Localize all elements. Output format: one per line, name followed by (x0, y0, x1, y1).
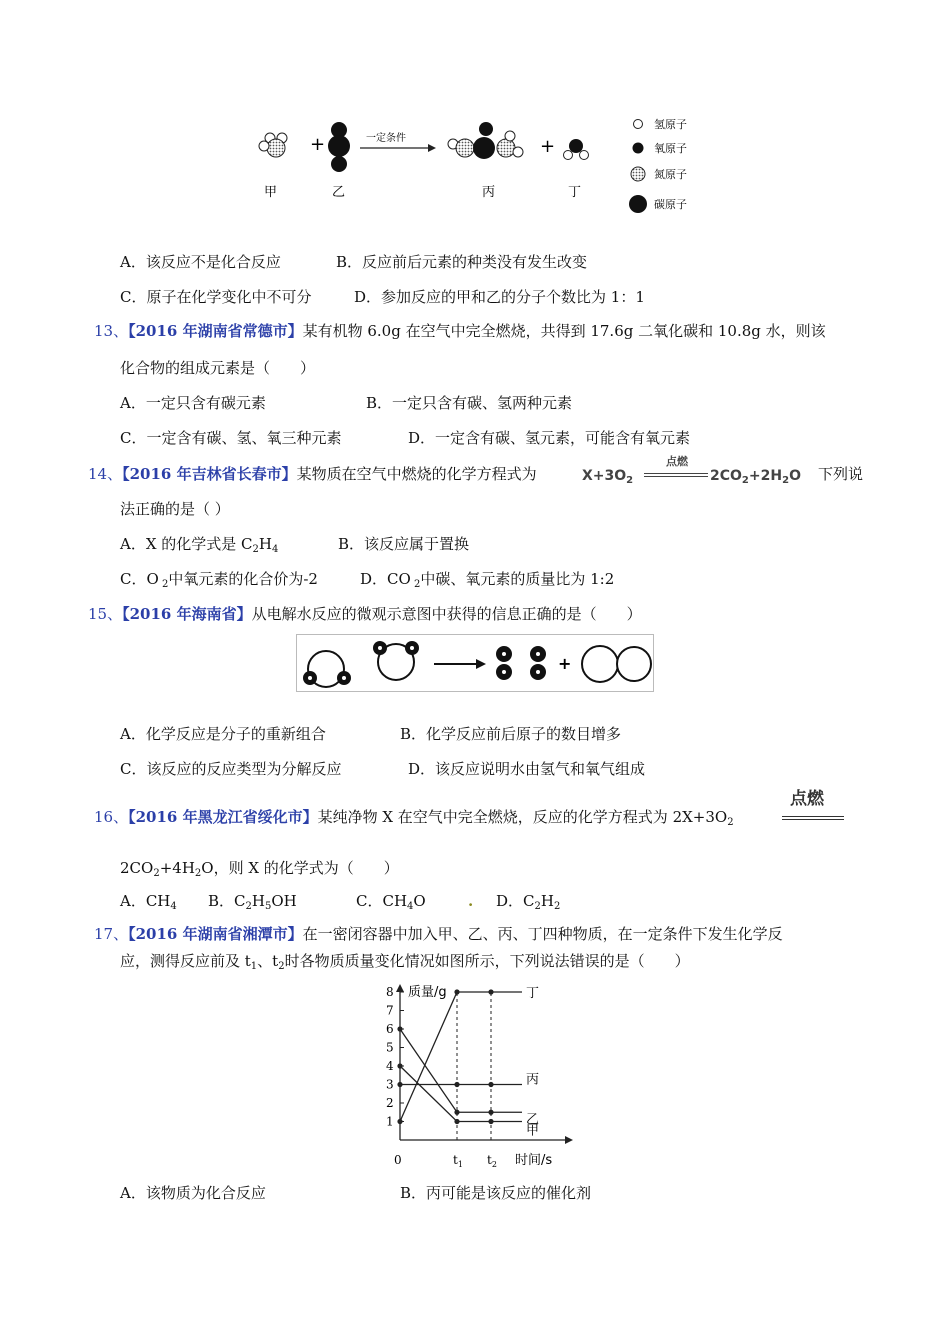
arrow-label: 一定条件 (366, 133, 406, 144)
molecule-ding (564, 139, 589, 160)
q15-option-d: D．该反应说明水由氢气和氧气组成 (408, 760, 646, 778)
series-label: 丙 (526, 1072, 540, 1088)
q17-text-line2: 应，测得反应前及 $t_1$、$t_2$时各物质质量变化情况如图所示，下列说法错误的是（ ） (120, 952, 690, 972)
q15-source-tag: 【2016 年海南省】 (122, 605, 252, 623)
q15-option-a: A．化学反应是分子的重新组合 (120, 725, 326, 743)
y-tick-label: 6 (386, 1022, 394, 1036)
series-label: 丁 (526, 986, 540, 1001)
label-ding: 丁 (568, 185, 582, 200)
q14-eq-right: 2CO (710, 468, 742, 484)
q14-text-line2: 法正确的是（ ） (120, 500, 230, 518)
q16-option-b-text: B．C (208, 892, 246, 910)
q16-condition (782, 790, 846, 824)
label-bing: 丙 (482, 185, 496, 200)
legend-o: 氧原子 (654, 142, 687, 155)
legend-h: 氢原子 (654, 118, 687, 131)
molecule-jia (259, 133, 287, 157)
series-line-甲 (400, 1066, 522, 1122)
q16-option-d-text: D．C (496, 892, 535, 910)
q14-stem (88, 463, 537, 485)
q14-text-line1: 某物质在空气中燃烧的化学方程式为 (296, 465, 537, 483)
electrolysis-figure-q15 (296, 634, 654, 692)
data-point (397, 1063, 402, 1068)
data-point (488, 1119, 493, 1124)
q15-text-line1: 从电解水反应的微观示意图中获得的信息正确的是（ ） (251, 605, 642, 623)
y-axis-label: 质量/g (408, 985, 447, 1000)
q17-text2a: 应，测得反应前及 t (120, 952, 251, 970)
y-tick-label: 4 (386, 1059, 394, 1073)
q15-option-b: B．化学反应前后原子的数目增多 (400, 725, 622, 743)
q16-option-b-text3: OH (271, 892, 297, 910)
q17-text2c: 时各物质质量变化情况如图所示，下列说法错误的是（ ） (284, 952, 690, 970)
q14-option-d-text: D．CO (360, 570, 411, 588)
reaction-figure-q12 (248, 108, 708, 218)
q15-number: 15、 (88, 605, 123, 623)
label-yi: 乙 (332, 185, 346, 200)
x-axis-label: 时间/s (515, 1153, 553, 1168)
q16-number: 16、 (94, 808, 129, 826)
series-label: 甲 (526, 1123, 540, 1139)
q14-eq-right3: O (789, 468, 801, 484)
q14-option-b: B．该反应属于置换 (338, 535, 470, 553)
q13-source-tag: 【2016 年湖南省常德市】 (128, 322, 303, 340)
q14-option-d: D．CO $_2$中碳、氧元素的质量比为 1:2 (360, 570, 615, 590)
q14-eq-right2: +2H (748, 468, 783, 484)
q17-option-a: A．该物质为化合反应 (120, 1184, 266, 1202)
q14-option-c-text: C．O (120, 570, 159, 588)
data-point (454, 1082, 459, 1087)
x-axis-arrow (565, 1136, 573, 1144)
legend (629, 117, 687, 213)
data-point (397, 1026, 402, 1031)
q16-option-a-text: A．CH (120, 892, 171, 910)
q14-source-tag: 【2016 年吉林省长春市】 (122, 465, 297, 483)
molecule-bing (448, 122, 523, 159)
q17-stem (94, 923, 783, 945)
q12-option-d: D．参加反应的甲和乙的分子个数比为 1：1 (354, 288, 645, 306)
q14-option-c-rest: 中氧元素的化合价为-2 (168, 570, 318, 588)
q14-option-a: A．X 的化学式是 $C_2H_4$ (120, 535, 279, 555)
stray-dot: . (468, 892, 474, 910)
q12-option-c: C．原子在化学变化中不可分 (120, 288, 312, 306)
x-tick-label: $t_1$ (453, 1153, 463, 1169)
q16-option-c: C．$CH_4O$ (356, 892, 426, 912)
q16-option-b-text2: H (251, 892, 265, 910)
legend-n: 氮原子 (654, 168, 687, 181)
y-tick-label: 7 (386, 1003, 394, 1018)
q14-option-d-rest: 中碳、氧元素的质量比为 1:2 (420, 570, 615, 588)
label-jia: 甲 (264, 185, 278, 200)
q13-option-a: A．一定只含有碳元素 (120, 394, 266, 412)
q13-option-b: B．一定只含有碳、氢两种元素 (366, 394, 573, 412)
legend-c: 碳原子 (654, 198, 687, 211)
q12-option-b: B．反应前后元素的种类没有发生改变 (336, 253, 588, 271)
y-tick-label: 1 (386, 1114, 394, 1129)
q13-text-line2: 化合物的组成元素是（ ） (120, 359, 316, 377)
q14-option-c: C．O $_2$中氧元素的化合价为-2 (120, 570, 318, 590)
q16-text2a: 2CO (120, 859, 154, 877)
q14-text-line1b: 下列说 (818, 465, 864, 483)
q16-text-line1: 某纯净物 X 在空气中完全燃烧，反应的化学方程式为 2X+3O (317, 808, 728, 826)
q16-option-c-text2: O (413, 892, 426, 910)
q15-stem (88, 603, 642, 625)
data-point (454, 989, 459, 994)
svg-text:+: + (310, 134, 326, 155)
q12-option-a: A．该反应不是化合反应 (120, 253, 281, 271)
data-point (397, 1119, 402, 1124)
y-axis-arrow (396, 984, 404, 992)
q16-stem: 16、【2016 年黑龙江省绥化市】某纯净物 X 在空气中完全燃烧，反应的化学方程式为 $2X+3O_2$ (94, 808, 734, 828)
data-point (397, 1082, 402, 1087)
q16-option-d-text2: H (540, 892, 554, 910)
svg-text:+: + (540, 136, 556, 157)
data-point (488, 989, 493, 994)
data-point (488, 1082, 493, 1087)
q16-text-line2: $2CO_2+4H_2O$，则 X 的化学式为（ ） (120, 859, 399, 879)
q17-option-b: B．丙可能是该反应的催化剂 (400, 1184, 592, 1202)
q17-text-line1: 在一密闭容器中加入甲、乙、丙、丁四种物质，在一定条件下发生化学反 (302, 925, 783, 943)
q16-option-b: B．$C_2H_5OH$ (208, 892, 297, 912)
q17-source-tag: 【2016 年湖南省湘潭市】 (128, 925, 303, 943)
q14-eq-condition: 点燃 (666, 455, 688, 468)
q16-option-a: A．$CH_4$ (120, 892, 177, 912)
data-point (454, 1110, 459, 1115)
x-tick-label: $t_2$ (487, 1153, 497, 1169)
svg-text:+: + (558, 654, 572, 673)
molecule-yi (328, 122, 350, 172)
data-point (488, 1110, 493, 1115)
q17-text2b: 、t (257, 952, 279, 970)
q14-number: 14、 (88, 465, 123, 483)
q14-eq-left: X+3O (582, 468, 627, 484)
q16-condition-text: 点燃 (790, 789, 824, 809)
y-tick-label: 8 (386, 985, 394, 999)
q16-text2c: O，则 X 的化学式为（ ） (201, 859, 399, 877)
q15-option-c: C．该反应的反应类型为分解反应 (120, 760, 342, 778)
x-tick-label: 0 (394, 1153, 402, 1167)
q13-number: 13、 (94, 322, 129, 340)
series-label: 乙 (526, 1112, 540, 1128)
q16-text2b: +4H (159, 859, 195, 877)
q16-source-tag: 【2016 年黑龙江省绥化市】 (128, 808, 318, 826)
q16-option-c-text: C．CH (356, 892, 408, 910)
mass-time-chart (360, 980, 580, 1172)
q14-option-a-text: A．X 的化学式是 C (120, 535, 253, 553)
y-tick-label: 5 (386, 1040, 394, 1055)
q17-number: 17、 (94, 925, 129, 943)
series-line-乙 (400, 1029, 522, 1112)
q13-option-c: C．一定含有碳、氢、氧三种元素 (120, 429, 342, 447)
data-point (454, 1119, 459, 1124)
q16-option-d: D．$C_2H_2$ (496, 892, 561, 912)
q13-option-d: D．一定含有碳、氢元素，可能含有氧元素 (408, 429, 691, 447)
q13-text-line1: 某有机物 6.0g 在空气中完全燃烧，共得到 17.6g 二氧化碳和 10.8g 水，则该 (302, 322, 826, 340)
q13-stem (94, 320, 826, 342)
y-tick-label: 2 (386, 1096, 394, 1110)
y-tick-label: 3 (386, 1077, 394, 1092)
